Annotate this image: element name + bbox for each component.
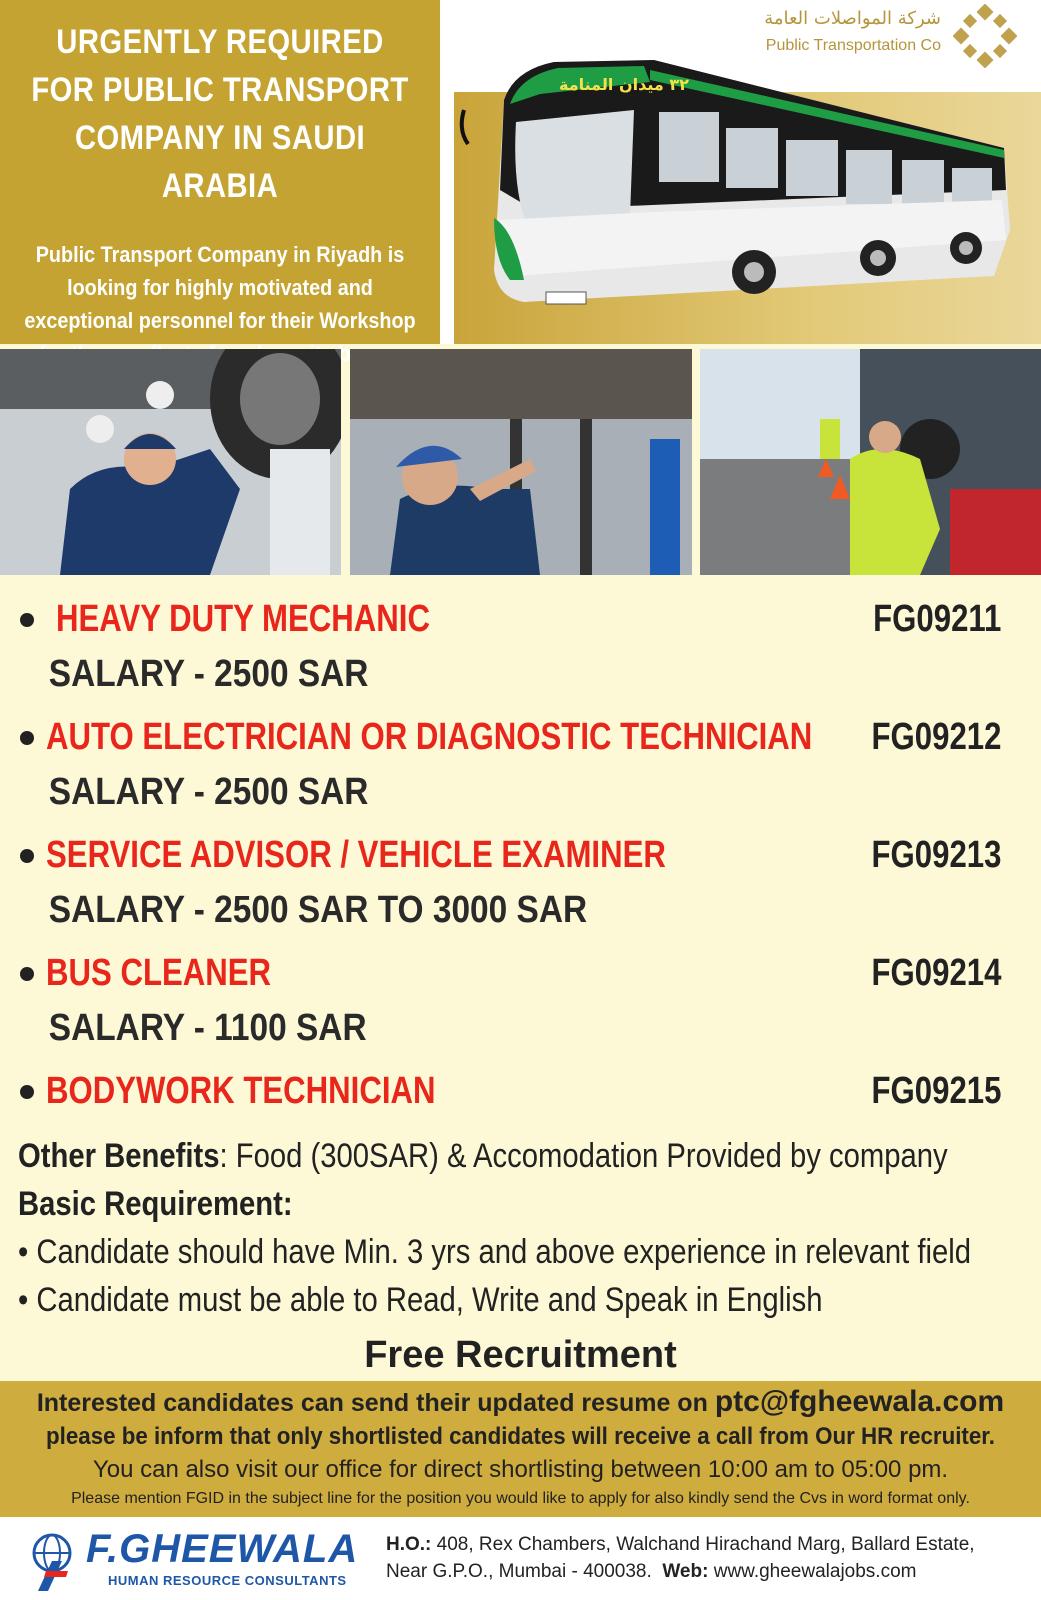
bullet-icon bbox=[20, 1085, 34, 1099]
hero-desc-line: Public Transport Company in Riyadh is bbox=[35, 242, 405, 267]
bus-image-panel bbox=[454, 0, 1041, 344]
job-title: BODYWORK TECHNICIAN bbox=[46, 1070, 436, 1112]
job-code: FG09211 bbox=[872, 598, 1001, 640]
contact-line-2: please be inform that only shortlisted candidates will receive a call from Our HR recruiter. bbox=[46, 1423, 995, 1450]
globe-logo-icon bbox=[28, 1531, 80, 1591]
website-link[interactable]: www.gheewalajobs.com bbox=[708, 1561, 917, 1582]
brand-name: F.GHEEWALA bbox=[86, 1527, 359, 1571]
bullet-icon bbox=[20, 731, 34, 745]
job-item bbox=[18, 594, 1023, 644]
requirement-item: • Candidate should have Min. 3 yrs and above experience in relevant field bbox=[18, 1233, 972, 1271]
photo-mechanic-underside bbox=[0, 349, 341, 575]
contact-intro: Interested candidates can send their updated resume on bbox=[36, 1389, 715, 1417]
hero-title-line: COMPANY IN SAUDI ARABIA bbox=[74, 119, 366, 205]
requirement-item: • Candidate must be able to Read, Write and Speak in English bbox=[18, 1281, 823, 1319]
job-title: BUS CLEANER bbox=[46, 952, 272, 994]
job-list bbox=[18, 594, 1023, 1116]
job-salary: SALARY - 2500 SAR bbox=[48, 771, 369, 813]
hero-title-line: FOR PUBLIC TRANSPORT bbox=[31, 71, 409, 109]
job-code: FG09213 bbox=[871, 834, 1001, 876]
brand-subtitle: HUMAN RESOURCE CONSULTANTS bbox=[108, 1573, 347, 1588]
hero-panel bbox=[0, 0, 440, 344]
photo-roadside-assistance bbox=[700, 349, 1041, 575]
hero-desc-line: looking for highly motivated and bbox=[67, 275, 373, 300]
job-code: FG09212 bbox=[871, 716, 1001, 758]
job-title: SERVICE ADVISOR / VEHICLE EXAMINER bbox=[46, 834, 666, 876]
web-label: Web: bbox=[662, 1561, 709, 1582]
job-code: FG09215 bbox=[871, 1070, 1001, 1112]
job-item bbox=[18, 830, 1023, 880]
job-salary: SALARY - 1100 SAR bbox=[48, 1007, 367, 1049]
logo-english: Public Transportation Co bbox=[765, 37, 941, 54]
benefits-label: Other Benefits bbox=[18, 1137, 220, 1175]
contact-line-1 bbox=[0, 1381, 1041, 1420]
job-salary: SALARY - 2500 SAR bbox=[48, 653, 369, 695]
logo-arabic: شركة المواصلات العامة bbox=[764, 8, 941, 29]
requirements-heading bbox=[18, 1180, 887, 1228]
requirement-text: Candidate should have Min. 3 yrs and above experience in relevant field bbox=[36, 1233, 972, 1271]
address-line-2 bbox=[386, 1558, 975, 1585]
bullet-icon bbox=[20, 613, 34, 627]
address-text: 408, Rex Chambers, Walchand Hirachand Marg, Ballard Estate, bbox=[431, 1534, 975, 1555]
footer bbox=[0, 1517, 1041, 1600]
job-item bbox=[18, 712, 1023, 762]
requirement-text: Candidate must be able to Read, Write and Speak in English bbox=[36, 1281, 823, 1319]
benefits-line bbox=[18, 1132, 948, 1180]
job-code: FG09214 bbox=[871, 952, 1001, 994]
contact-line-4: Please mention FGID in the subject line for the position you would like to apply for also kindly send the Cvs in word format only. bbox=[71, 1490, 970, 1507]
ho-label: H.O.: bbox=[386, 1534, 432, 1555]
address-line-1 bbox=[386, 1531, 975, 1558]
bus-route-sign: ٣٢ ميدان المنامة bbox=[559, 75, 689, 94]
job-title: HEAVY DUTY MECHANIC bbox=[56, 598, 430, 640]
free-recruitment-heading: Free Recruitment bbox=[364, 1334, 677, 1376]
office-address bbox=[386, 1531, 975, 1585]
address-text: Near G.P.O., Mumbai - 400038. bbox=[386, 1561, 652, 1582]
benefits-text: : Food (300SAR) & Accomodation Provided by company bbox=[219, 1137, 948, 1175]
benefits-section bbox=[18, 1132, 1028, 1324]
hero-desc-line: exceptional personnel for their Workshop bbox=[24, 308, 416, 333]
photo-strip bbox=[0, 349, 1041, 575]
job-title: AUTO ELECTRICIAN OR DIAGNOSTIC TECHNICIAN bbox=[46, 716, 813, 758]
requirements-label: Basic Requirement: bbox=[18, 1185, 293, 1223]
contact-email-link[interactable]: ptc@fgheewala.com bbox=[714, 1385, 1005, 1418]
job-item bbox=[18, 1066, 1023, 1116]
hero-title bbox=[31, 18, 409, 210]
contact-line-3: You can also visit our office for direct shortlisting between 10:00 am to 05:00 pm. bbox=[92, 1456, 949, 1483]
job-salary: SALARY - 2500 SAR TO 3000 SAR bbox=[48, 889, 588, 931]
contact-banner bbox=[0, 1381, 1041, 1517]
header-section bbox=[0, 0, 1041, 344]
bullet-icon bbox=[20, 967, 34, 981]
hero-title-line: URGENTLY REQUIRED bbox=[56, 23, 384, 61]
bullet-icon bbox=[20, 849, 34, 863]
photo-mechanic-lift bbox=[350, 349, 692, 575]
bus-illustration bbox=[454, 40, 1034, 320]
job-item bbox=[18, 948, 1023, 998]
